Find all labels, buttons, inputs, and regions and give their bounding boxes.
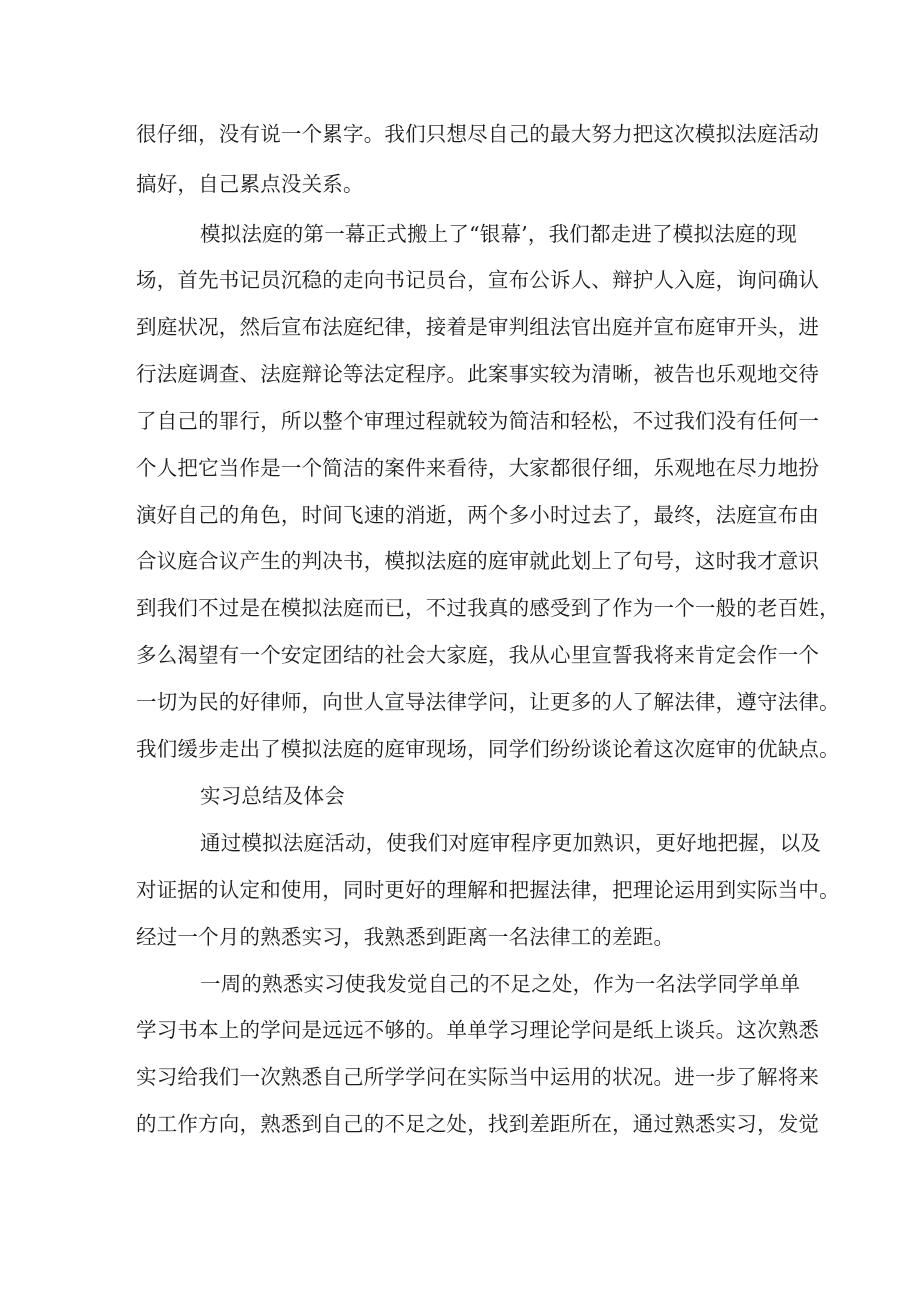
text-line: 学习书本上的学问是远远不够的。单单学习理论学问是纸上谈兵。这次熟悉 [136,1018,820,1042]
text-line: 一切为民的好律师，向世人宣导法律学问，让更多的人了解法律，遵守法律。 [136,690,840,714]
text-line: 对证据的认定和使用，同时更好的理解和把握法律，把理论运用到实际当中。 [136,878,840,902]
text-line: 行法庭调查、法庭辩论等法定程序。此案事实较为清晰，被告也乐观地交待 [136,362,820,386]
paragraph-start-line: 一周的熟悉实习使我发觉自己的不足之处，作为一名法学同学单单 [200,972,801,996]
paragraph-start-line: 通过模拟法庭活动，使我们对庭审程序更加熟识，更好地把握，以及 [200,831,821,855]
text-line: 实习给我们一次熟悉自己所学学问在实际当中运用的状况。进一步了解将来 [136,1065,820,1089]
text-line: 到我们不过是在模拟法庭而已，不过我真的感受到了作为一个一般的老百姓， [136,596,840,620]
paragraph-start-line: 模拟法庭的第一幕正式搬上了“银幕’，我们都走进了模拟法庭的现 [200,222,797,246]
text-line: 了自己的罪行，所以整个审理过程就较为简洁和轻松，不过我们没有任何一 [136,409,820,433]
text-line: 搞好，自己累点没关系。 [136,172,364,196]
text-line: 多么渴望有一个安定团结的社会大家庭，我从心里宣誓我将来肯定会作一个 [136,643,820,667]
text-line: 合议庭合议产生的判决书，模拟法庭的庭审就此划上了句号，这时我才意识 [136,549,820,573]
text-line: 经过一个月的熟悉实习，我熟悉到距离一名法律工的差距。 [136,925,675,949]
section-heading: 实习总结及体会 [200,784,345,808]
text-line: 我们缓步走出了模拟法庭的庭审现场，同学们纷纷谈论着这次庭审的优缺点。 [136,737,840,761]
text-line: 的工作方向，熟悉到自己的不足之处，找到差距所在，通过熟悉实习，发觉 [136,1112,820,1136]
text-line: 很仔细，没有说一个累字。我们只想尽自己的最大努力把这次模拟法庭活动 [136,122,820,146]
text-line: 场，首先书记员沉稳的走向书记员台，宣布公诉人、辩护人入庭，询问确认 [136,268,820,292]
text-line: 个人把它当作是一个简洁的案件来看待，大家都很仔细，乐观地在尽力地扮 [136,456,820,480]
text-line: 演好自己的角色，时间飞速的消逝，两个多小时过去了，最终，法庭宣布由 [136,503,820,527]
text-line: 到庭状况，然后宣布法庭纪律，接着是审判组法官出庭并宣布庭审开头，进 [136,315,820,339]
